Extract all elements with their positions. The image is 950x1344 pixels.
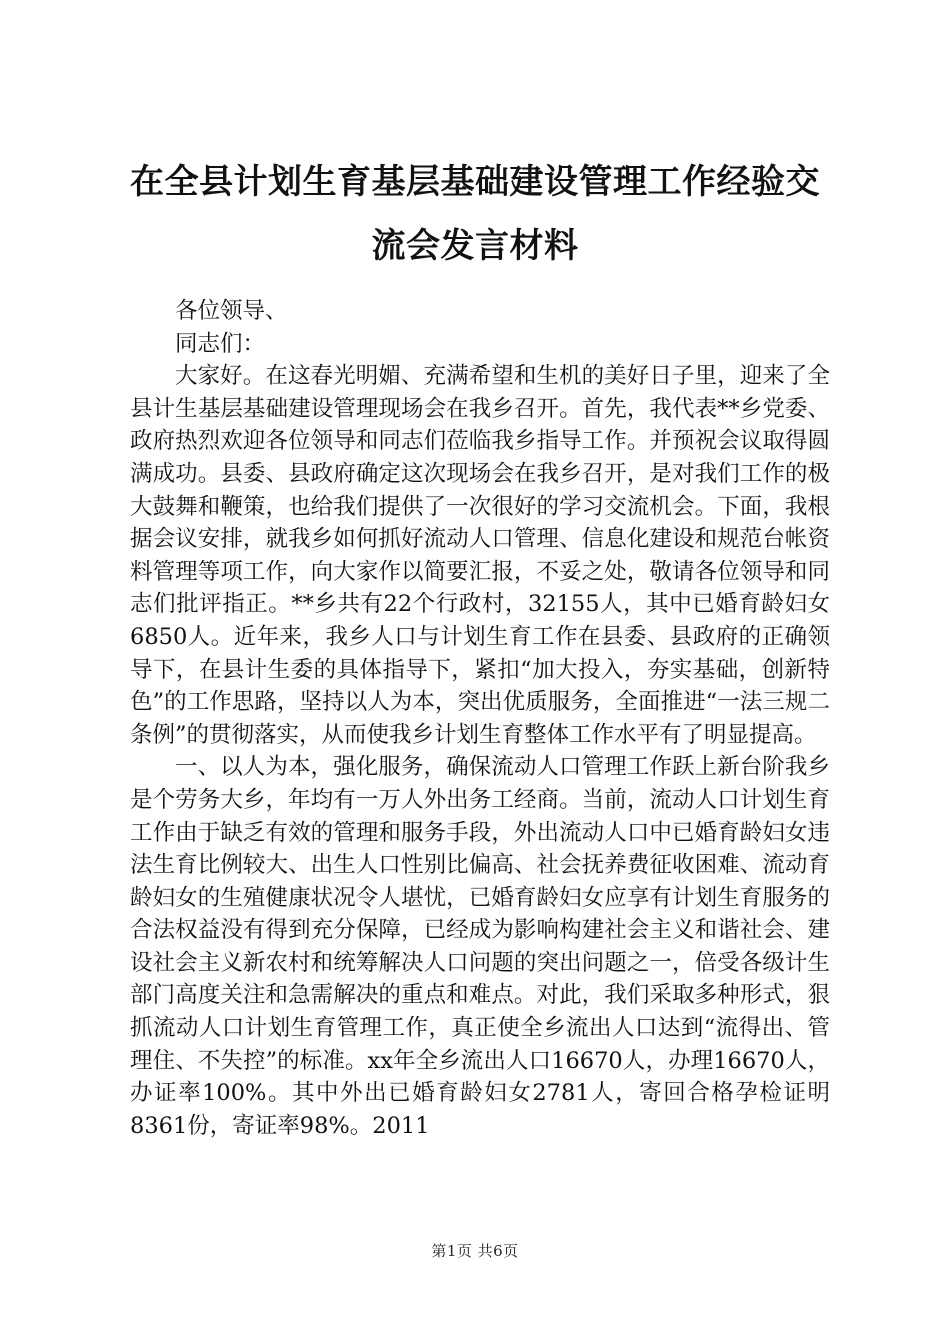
document-title <box>110 150 840 278</box>
salutation-line-2: 同志们： <box>175 330 266 357</box>
salutation-line-1: 各位领导、 <box>175 298 288 324</box>
title-line-1: 在全县计划生育基层基础建设管理工作经验交 <box>130 162 820 202</box>
page-footer: 第1页 共6页 <box>431 1242 519 1260</box>
paragraph-intro: 大家好。在这春光明媚、充满希望和生机的美好日子里，迎来了全县计生基层基础建设管理现场会在我乡召开。首先，我代表**乡党委、政府热烈欢迎各位领导和同志们莅临我乡指导工作。并预祝会议取得圆满成功。县委、县政府确定这次现场会在我乡召开，是对我们工作的极大鼓舞和鞭策，也给我们提供了一次很好的学习交流机会。下面，我根据会议安排，就我乡如何抓好流动人口管理、信息化建设和规范台帐资料管理等项工作，向大家作以简要汇报，不妥之处，敬请各位领导和同志们批评指正。**乡共有22个行政村，32155人，其中已婚育龄妇女6850人。近年来，我乡人口与计划生育工作在县委、县政府的正确领导下，在县计生委的具体指导下，紧扣“加大投入，夯实基础，创新特色”的工作思路，坚持以人为本，突出优质服务，全面推进“一法三规二条例”的贯彻落实，从而使我乡计划生育整体工作水平有了明显提高。 <box>130 363 830 748</box>
title-line-2: 流会发言材料 <box>371 226 579 266</box>
document-body <box>130 295 830 1142</box>
paragraph-section-1: 一、以人为本，强化服务，确保流动人口管理工作跃上新台阶我乡是个劳务大乡，年均有一万人外出务工经商。当前，流动人口计划生育工作由于缺乏有效的管理和服务手段，外出流动人口中已婚育龄妇女违法生育比例较大、出生人口性别比偏高、社会抚养费征收困难、流动育龄妇女的生殖健康状况令人堪忧，已婚育龄妇女应享有计划生育服务的合法权益没有得到充分保障，已经成为影响构建社会主义和谐社会、建设社会主义新农村和统筹解决人口问题的突出问题之一，倍受各级计生部门高度关注和急需解决的重点和难点。对此，我们采取多种形式，狠抓流动人口计划生育管理工作，真正使全乡流出人口达到“流得出、管理住、不失控”的标准。xx年全乡流出人口16670人，办理16670人，办证率100%。其中外出已婚育龄妇女2781人，寄回合格孕检证明8361份，寄证率98%。2011 <box>130 754 830 1139</box>
